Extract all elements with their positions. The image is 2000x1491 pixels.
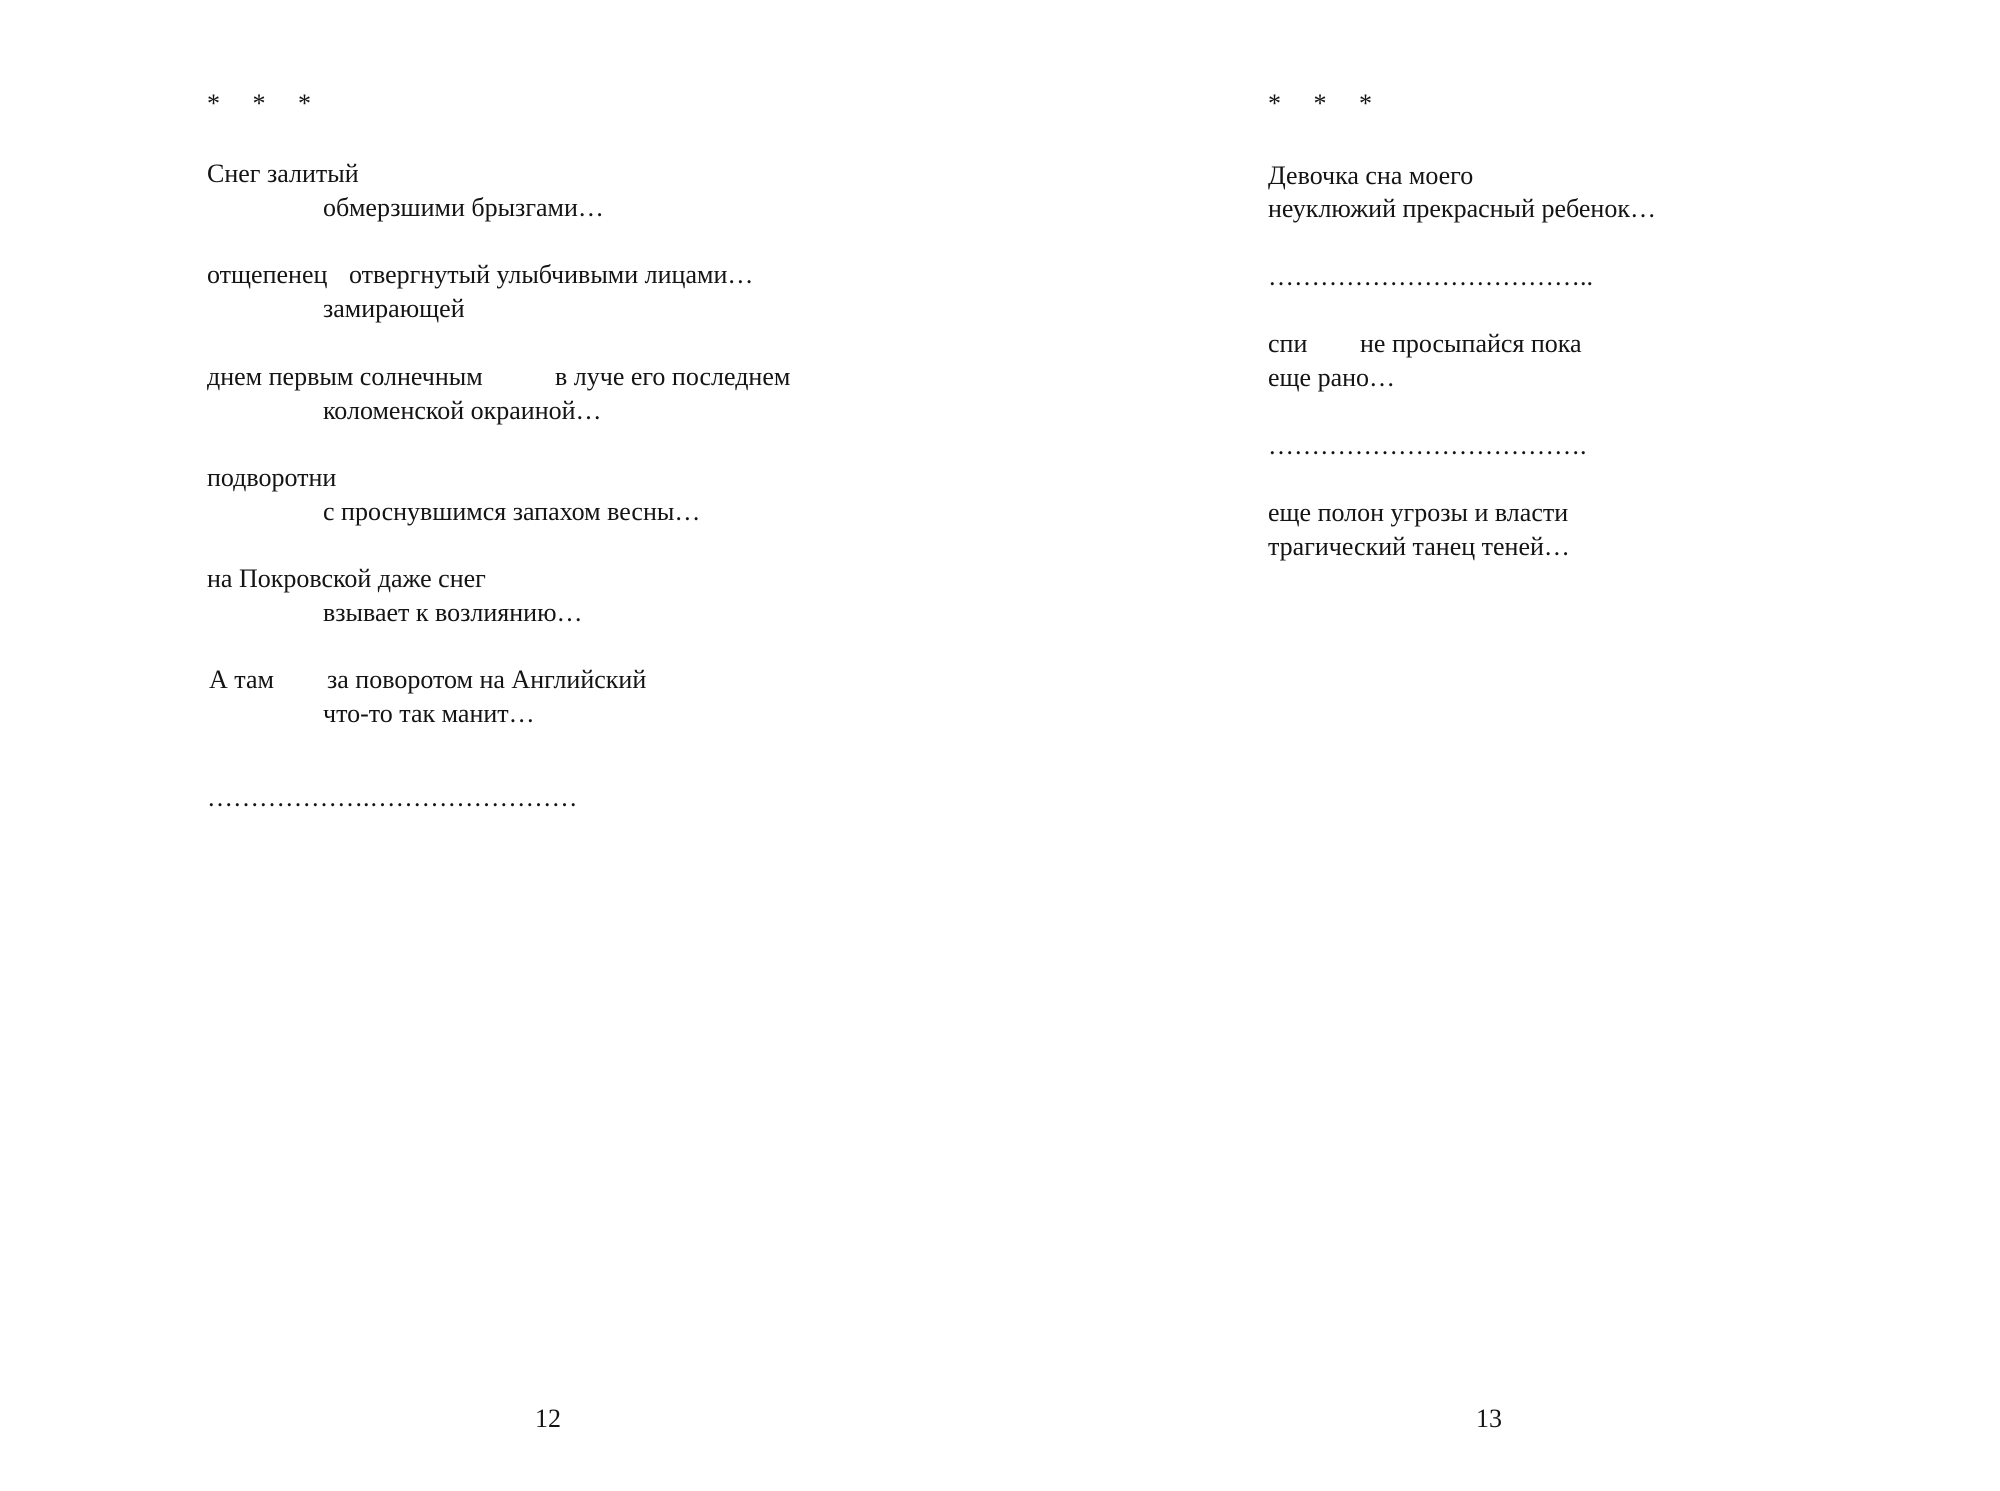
poem-line: с проснувшимся запахом весны… bbox=[323, 497, 701, 526]
poem-line: Девочка сна моего bbox=[1268, 161, 1474, 190]
poem-line: еще полон угрозы и власти bbox=[1268, 498, 1569, 527]
poem-line: подворотни bbox=[207, 463, 337, 492]
poem-line: что-то так манит… bbox=[323, 699, 535, 728]
ornament-asterisks: * * * bbox=[1268, 89, 1372, 118]
poem-line: днем первым солнечным bbox=[207, 362, 483, 391]
ellipsis-line: ……………………………….. bbox=[1268, 262, 1593, 291]
poem-line: отвергнутый улыбчивыми лицами… bbox=[349, 260, 754, 289]
poem-line: взывает к возлиянию… bbox=[323, 598, 583, 627]
poem-line: в луче его последнем bbox=[555, 362, 791, 391]
poem-line: за поворотом на Английский bbox=[327, 665, 647, 694]
poem-line: обмерзшими брызгами… bbox=[323, 193, 604, 222]
poem-line: коломенской окраиной… bbox=[323, 396, 602, 425]
poem-line: отщепенец bbox=[207, 260, 328, 289]
ornament-asterisks: * * * bbox=[207, 89, 311, 118]
poem-line: на Покровской даже снег bbox=[207, 564, 486, 593]
poem-line: А там bbox=[209, 665, 274, 694]
page-number: 13 bbox=[1476, 1404, 1502, 1433]
poem-line: замирающей bbox=[323, 294, 465, 323]
page-number: 12 bbox=[535, 1404, 561, 1433]
poem-line: неуклюжий прекрасный ребенок… bbox=[1268, 194, 1656, 223]
poem-line: спи bbox=[1268, 329, 1308, 358]
ellipsis-line: ……………….…………………… bbox=[207, 783, 578, 812]
right-page bbox=[1000, 0, 2000, 1491]
poem-line: еще рано… bbox=[1268, 363, 1396, 392]
poem-line: трагический танец теней… bbox=[1268, 532, 1570, 561]
poem-line: Снег залитый bbox=[207, 159, 359, 188]
poem-line: не просыпайся пока bbox=[1360, 329, 1582, 358]
ellipsis-line: ………………………………. bbox=[1268, 431, 1587, 460]
